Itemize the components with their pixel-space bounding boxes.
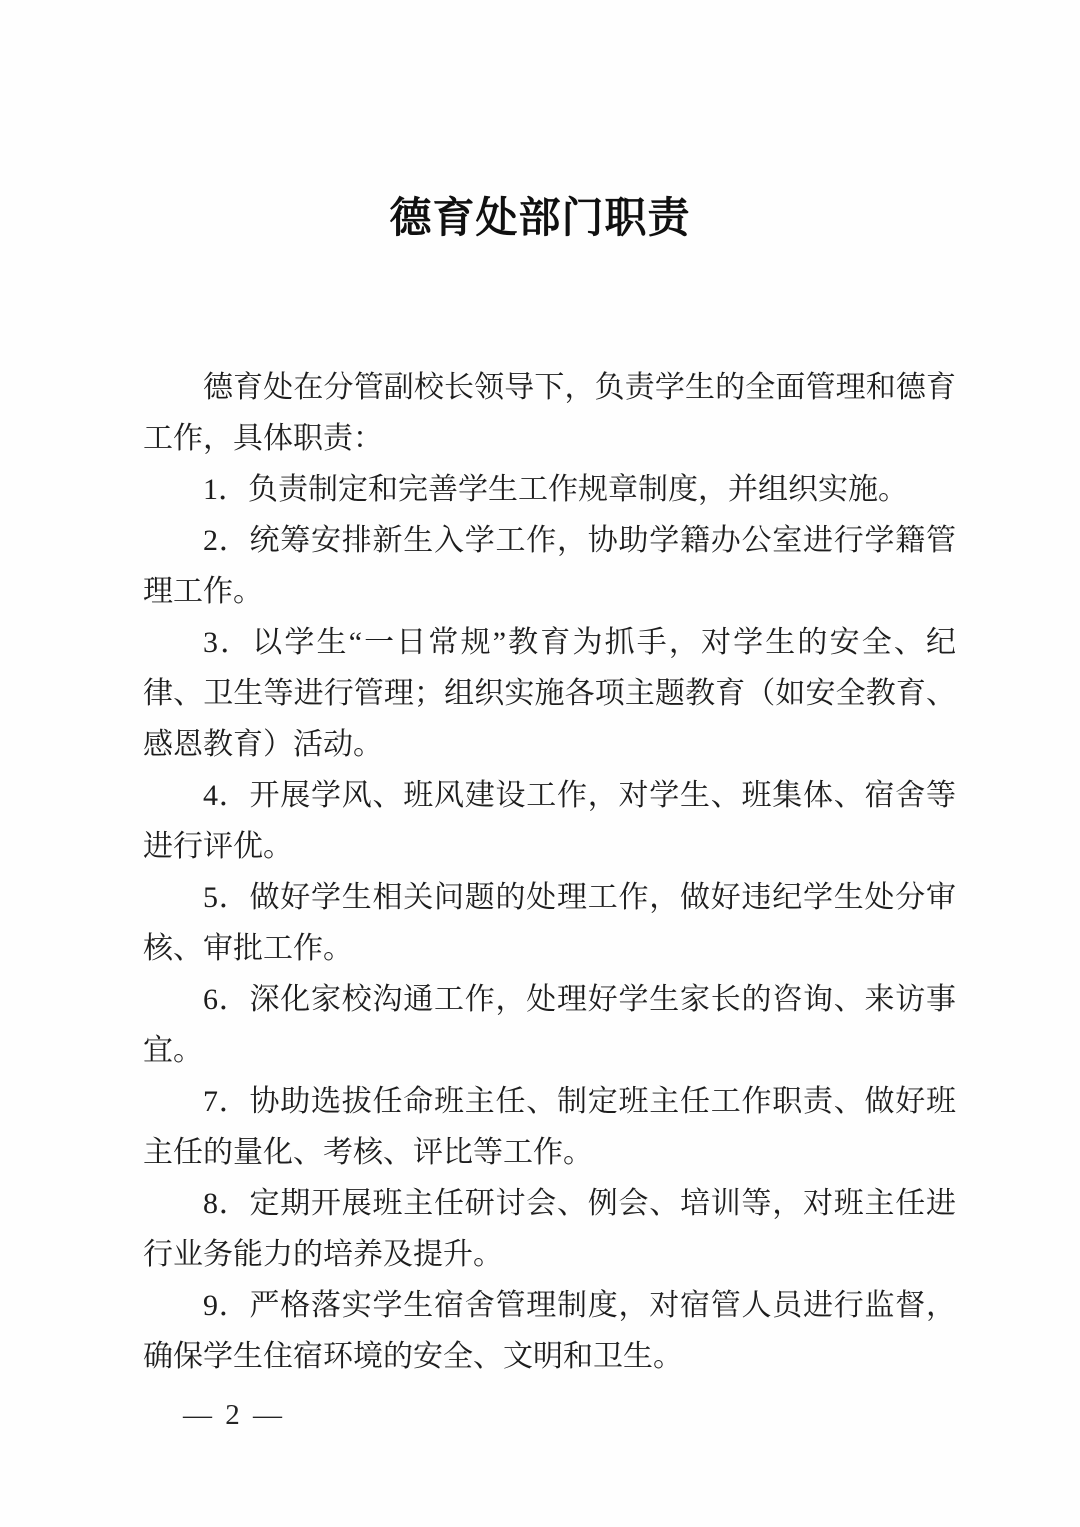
page-number: — 2 — xyxy=(183,1399,285,1431)
duty-item-9: 9．严格落实学生宿舍管理制度，对宿管人员进行监督，确保学生住宿环境的安全、文明和卫生。 xyxy=(143,1289,956,1373)
duty-item-7: 7．协助选拔任命班主任、制定班主任工作职责、做好班主任的量化、考核、评比等工作。 xyxy=(143,1085,956,1169)
duty-item-6: 6．深化家校沟通工作，处理好学生家长的咨询、来访事宜。 xyxy=(143,983,956,1067)
duty-item-8: 8．定期开展班主任研讨会、例会、培训等，对班主任进行业务能力的培养及提升。 xyxy=(143,1187,956,1271)
duty-item-1: 1．负责制定和完善学生工作规章制度，并组织实施。 xyxy=(203,473,908,506)
duty-item-5: 5．做好学生相关问题的处理工作，做好违纪学生处分审核、审批工作。 xyxy=(143,881,956,965)
page-title: 德育处部门职责 xyxy=(389,196,691,242)
duty-item-2: 2．统筹安排新生入学工作，协助学籍办公室进行学籍管理工作。 xyxy=(143,524,956,608)
document-body xyxy=(143,362,956,1382)
duty-item-3: 3．以学生“一日常规”教育为抓手，对学生的安全、纪律、卫生等进行管理；组织实施各项主题教育（如安全教育、感恩教育）活动。 xyxy=(143,626,956,761)
intro-paragraph: 德育处在分管副校长领导下，负责学生的全面管理和德育工作，具体职责： xyxy=(143,371,956,455)
duty-item-4: 4．开展学风、班风建设工作，对学生、班集体、宿舍等进行评优。 xyxy=(143,779,956,863)
